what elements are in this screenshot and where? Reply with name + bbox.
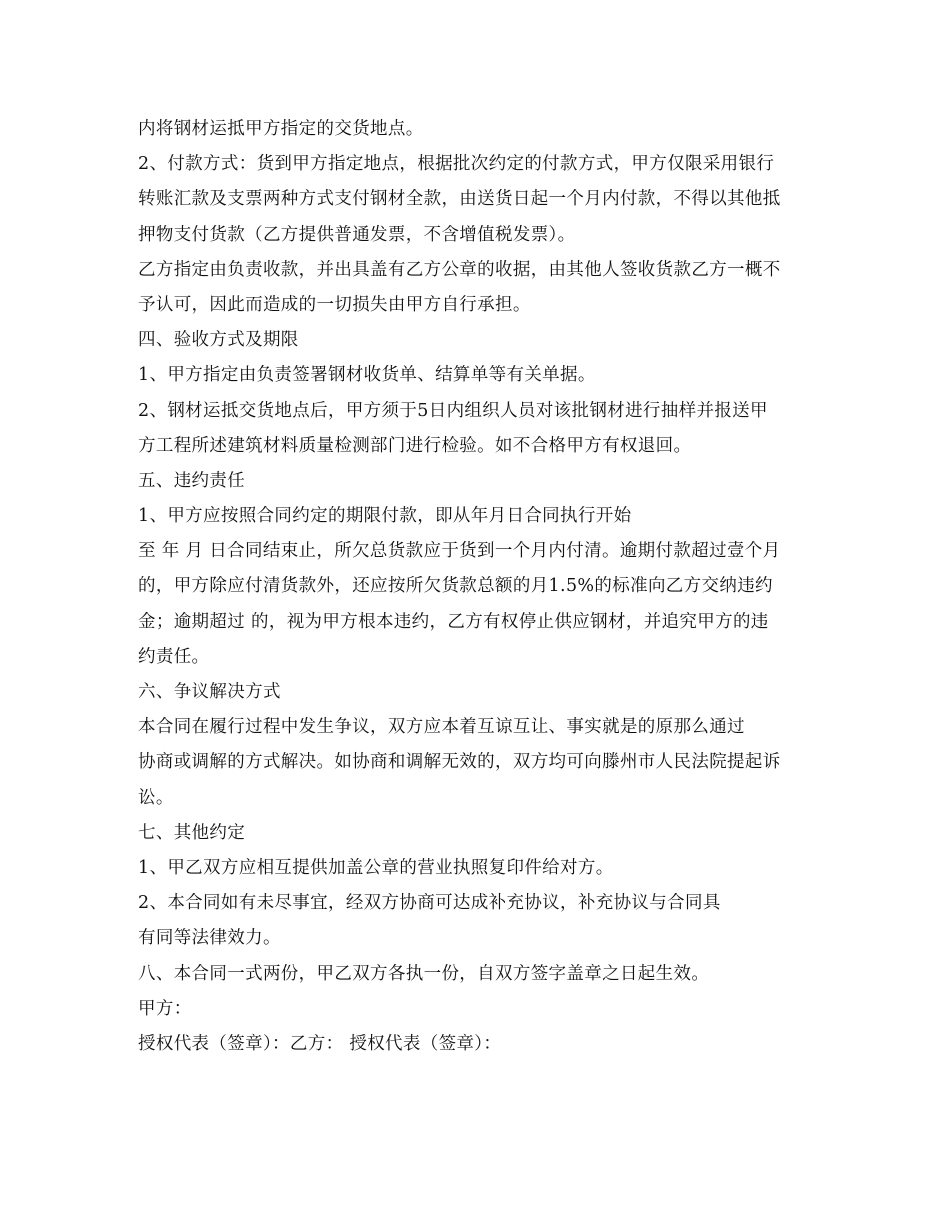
- text-line: 乙方指定由负责收款，并出具盖有乙方公章的收据，由其他人签收货款乙方一概不: [138, 259, 781, 280]
- text-line: 2、付款方式：货到甲方指定地点，根据批次约定的付款方式，甲方仅限采用银行: [138, 154, 775, 175]
- text-line: 金；逾期超过 的，视为甲方根本违约，乙方有权停止供应钢材，并追究甲方的违: [138, 611, 769, 632]
- text-line: 有同等法律效力。: [138, 928, 281, 949]
- text-line: 协商或调解的方式解决。如协商和调解无效的，双方均可向滕州市人民法院提起诉: [138, 752, 781, 773]
- text-line: 转账汇款及支票两种方式支付钢材全款，由送货日起一个月内付款，不得以其他抵: [138, 189, 781, 210]
- text-line: 押物支付货款（乙方提供普通发票，不含增值税发票）。: [138, 224, 576, 245]
- text-line: 本合同在履行过程中发生争议，双方应本着互谅互让、事实就是的原那么通过: [138, 717, 745, 738]
- text-line: 方工程所述建筑材料质量检测部门进行检验。如不合格甲方有权退回。: [138, 435, 692, 456]
- section-heading: 七、其他约定: [138, 822, 246, 843]
- signature-party-a: 甲方：: [138, 998, 192, 1019]
- text-line: 1、甲方指定由负责签署钢材收货单、结算单等有关单据。: [138, 365, 596, 386]
- text-line: 2、钢材运抵交货地点后，甲方须于5日内组织人员对该批钢材进行抽样并报送甲: [138, 400, 768, 421]
- section-heading: 四、验收方式及期限: [138, 330, 299, 351]
- section-heading: 八、本合同一式两份，甲乙双方各执一份，自双方签字盖章之日起生效。: [138, 963, 710, 984]
- signature-line: 授权代表（签章）：乙方： 授权代表（签章）：: [138, 1033, 502, 1054]
- section-heading: 五、违约责任: [138, 470, 246, 491]
- text-line: 至 年 月 日合同结束止，所欠总货款应于货到一个月内付清。逾期付款超过壹个月: [138, 541, 781, 562]
- text-line: 1、甲乙双方应相互提供加盖公章的营业执照复印件给对方。: [138, 857, 614, 878]
- text-line: 予认可，因此而造成的一切损失由甲方自行承担。: [138, 294, 531, 315]
- text-line: 内将钢材运抵甲方指定的交货地点。: [138, 119, 424, 139]
- section-heading: 六、争议解决方式: [138, 682, 281, 702]
- text-line: 约责任。: [138, 646, 210, 667]
- text-line: 2、本合同如有未尽事宜，经双方协商可达成补充协议，补充协议与合同具: [138, 893, 721, 914]
- text-line: 的，甲方除应付清货款外，还应按所欠货款总额的月1.5%的标准向乙方交纳违约: [138, 576, 773, 597]
- text-line: 1、甲方应按照合同约定的期限付款，即从年月日合同执行开始: [138, 506, 632, 527]
- text-line: 讼。: [138, 787, 174, 808]
- contract-text-body: [138, 112, 828, 1062]
